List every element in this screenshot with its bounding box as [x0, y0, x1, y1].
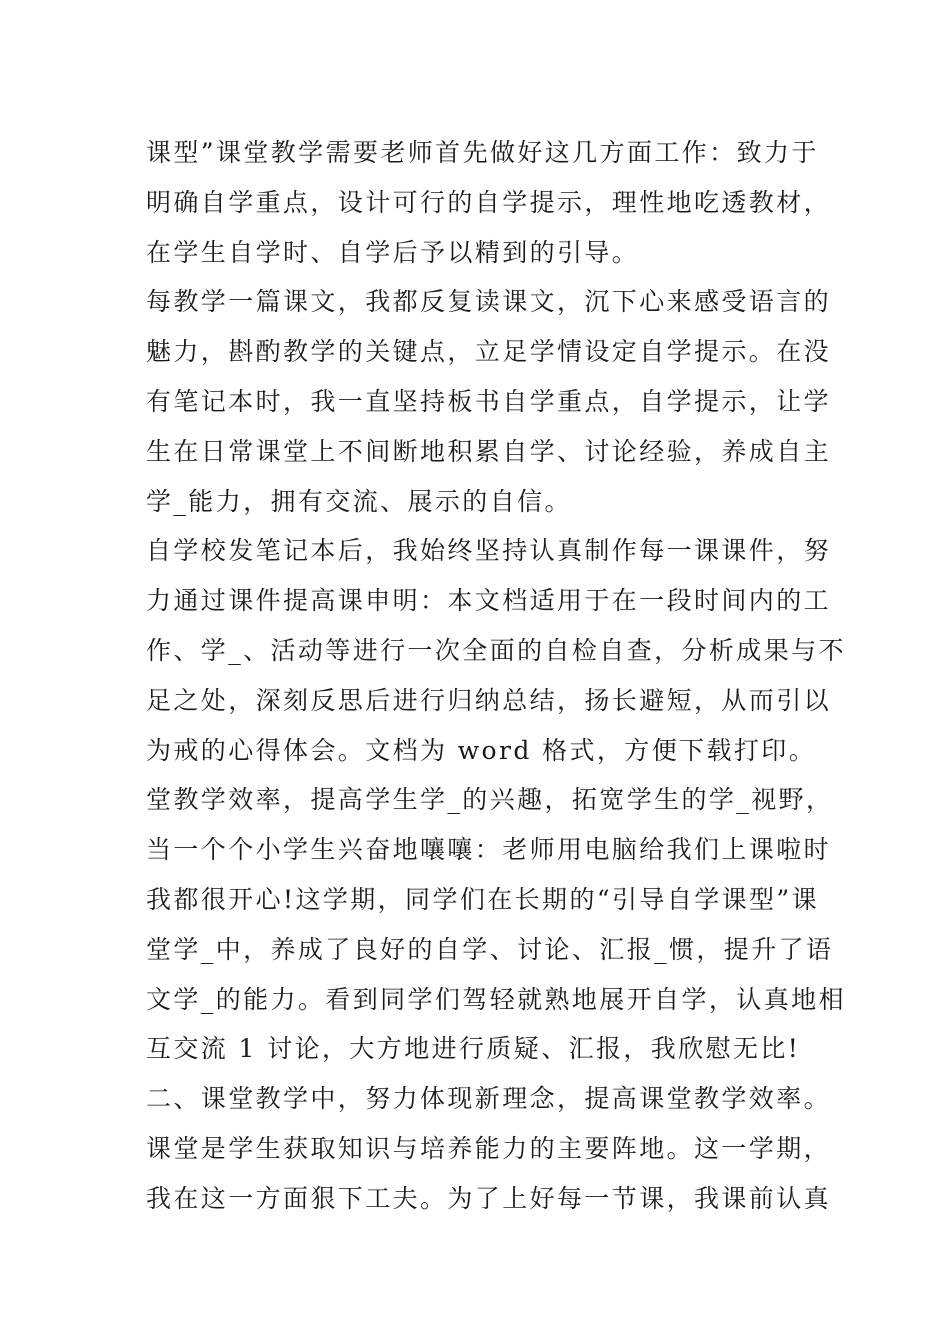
text-line-6: 有笔记本时，我一直坚持板书自学重点，自学提示，让学: [146, 386, 832, 416]
text-line-2: 明确自学重点，设计可行的自学提示，理性地吃透教材，: [146, 187, 832, 217]
body-text: [146, 128, 846, 1224]
text-line-17: 堂学_中，养成了良好的自学、讨论、汇报_惯，提升了语: [146, 934, 834, 964]
text-line-20: 二、课堂教学中，努力体现新理念，提高课堂教学效率。: [146, 1084, 832, 1114]
text-line-4: 每教学一篇课文，我都反复读课文，沉下心来感受语言的: [146, 287, 832, 317]
text-line-14: 堂教学效率，提高学生学_的兴趣，拓宽学生的学_视野，: [146, 785, 834, 815]
text-line-7: 生在日常课堂上不间断地积累自学、讨论经验，养成自主: [146, 436, 832, 466]
text-line-8: 学_能力，拥有交流、展示的自信。: [146, 486, 572, 516]
text-line-1: 课型”课堂教学需要老师首先做好这几方面工作：致力于: [146, 138, 819, 167]
text-line-11: 作、学_、活动等进行一次全面的自检自查，分析成果与不: [146, 635, 846, 665]
text-line-16: 我都很开心!这学期，同学们在长期的“引导自学课型”课: [146, 884, 820, 914]
text-line-10: 力通过课件提高课申明：本文档适用于在一段时间内的工: [146, 586, 832, 616]
text-line-21: 课堂是学生获取知识与培养能力的主要阵地。这一学期，: [146, 1133, 832, 1163]
text-line-12: 足之处，深刻反思后进行归纳总结，扬长避短，从而引以: [146, 685, 832, 715]
text-line-15: 当一个个小学生兴奋地嚷嚷：老师用电脑给我们上课啦时: [146, 835, 832, 865]
text-line-9: 自学校发笔记本后，我始终坚持认真制作每一课课件，努: [146, 536, 832, 566]
text-line-18: 文学_的能力。看到同学们驾轻就熟地展开自学，认真地相: [146, 984, 846, 1014]
text-line-3: 在学生自学时、自学后予以精到的引导。: [146, 237, 640, 267]
text-line-22: 我在这一方面狠下工夫。为了上好每一节课，我课前认真: [146, 1183, 832, 1213]
text-line-13: 为戒的心得体会。文档为 word 格式，方便下载打印。: [146, 735, 817, 765]
text-line-19: 互交流 1 讨论，大方地进行质疑、汇报，我欣慰无比!: [146, 1034, 801, 1064]
text-line-5: 魅力，斟酌教学的关键点，立足学情设定自学提示。在没: [146, 337, 832, 367]
